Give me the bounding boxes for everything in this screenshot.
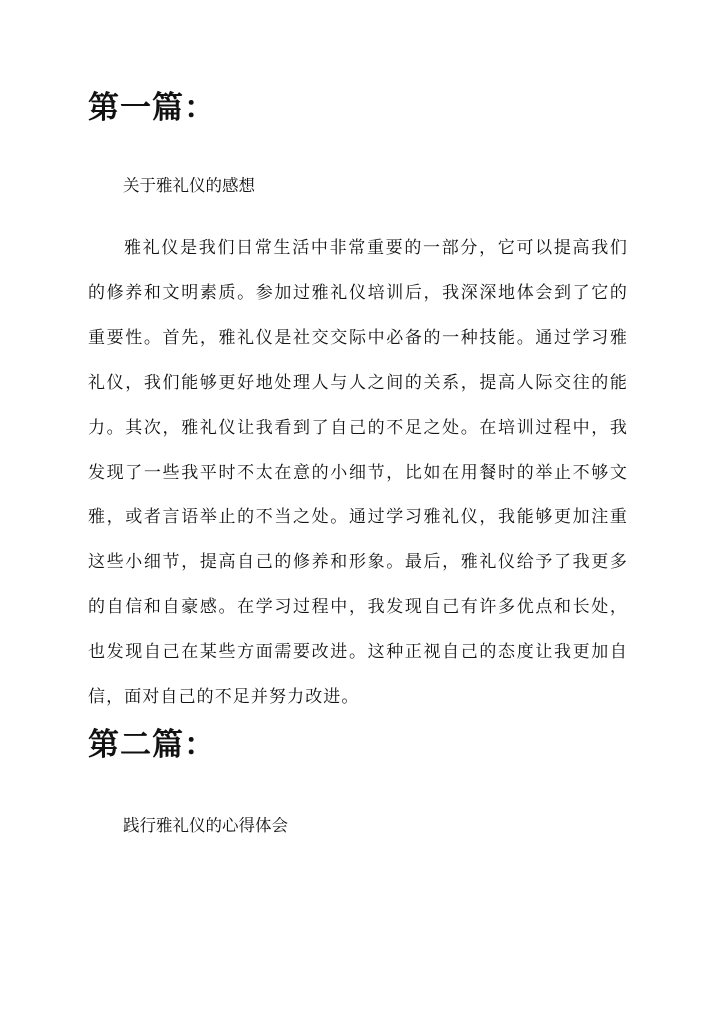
section-2-subtitle: 践行雅礼仪的心得体会 xyxy=(123,816,288,835)
section-1-subtitle: 关于雅礼仪的感想 xyxy=(123,176,255,195)
section-1-heading: 第一篇： xyxy=(88,90,216,126)
section-1-body-paragraph: 雅礼仪是我们日常生活中非常重要的一部分，它可以提高我们的修养和文明素质。参加过雅礼仪培训后，我深深地体会到了它的重要性。首先，雅礼仪是社交交际中必备的一种技能。通过学习雅礼仪，我们能够更好地处理人与人之间的关系，提高人际交往的能力。其次，雅礼仪让我看到了自己的不足之处。在培训过程中，我发现了一些我平时不太在意的小细节，比如在用餐时的举止不够文雅，或者言语举止的不当之处。通过学习雅礼仪，我能够更加注重这些小细节，提高自己的修养和形象。最后，雅礼仪给予了我更多的自信和自豪感。在学习过程中，我发现自己有许多优点和长处，也发现自己在某些方面需要改进。这种正视自己的态度让我更加自信，面对自己的不足并努力改进。 xyxy=(88,238,628,708)
section-2-heading: 第二篇： xyxy=(88,727,216,763)
